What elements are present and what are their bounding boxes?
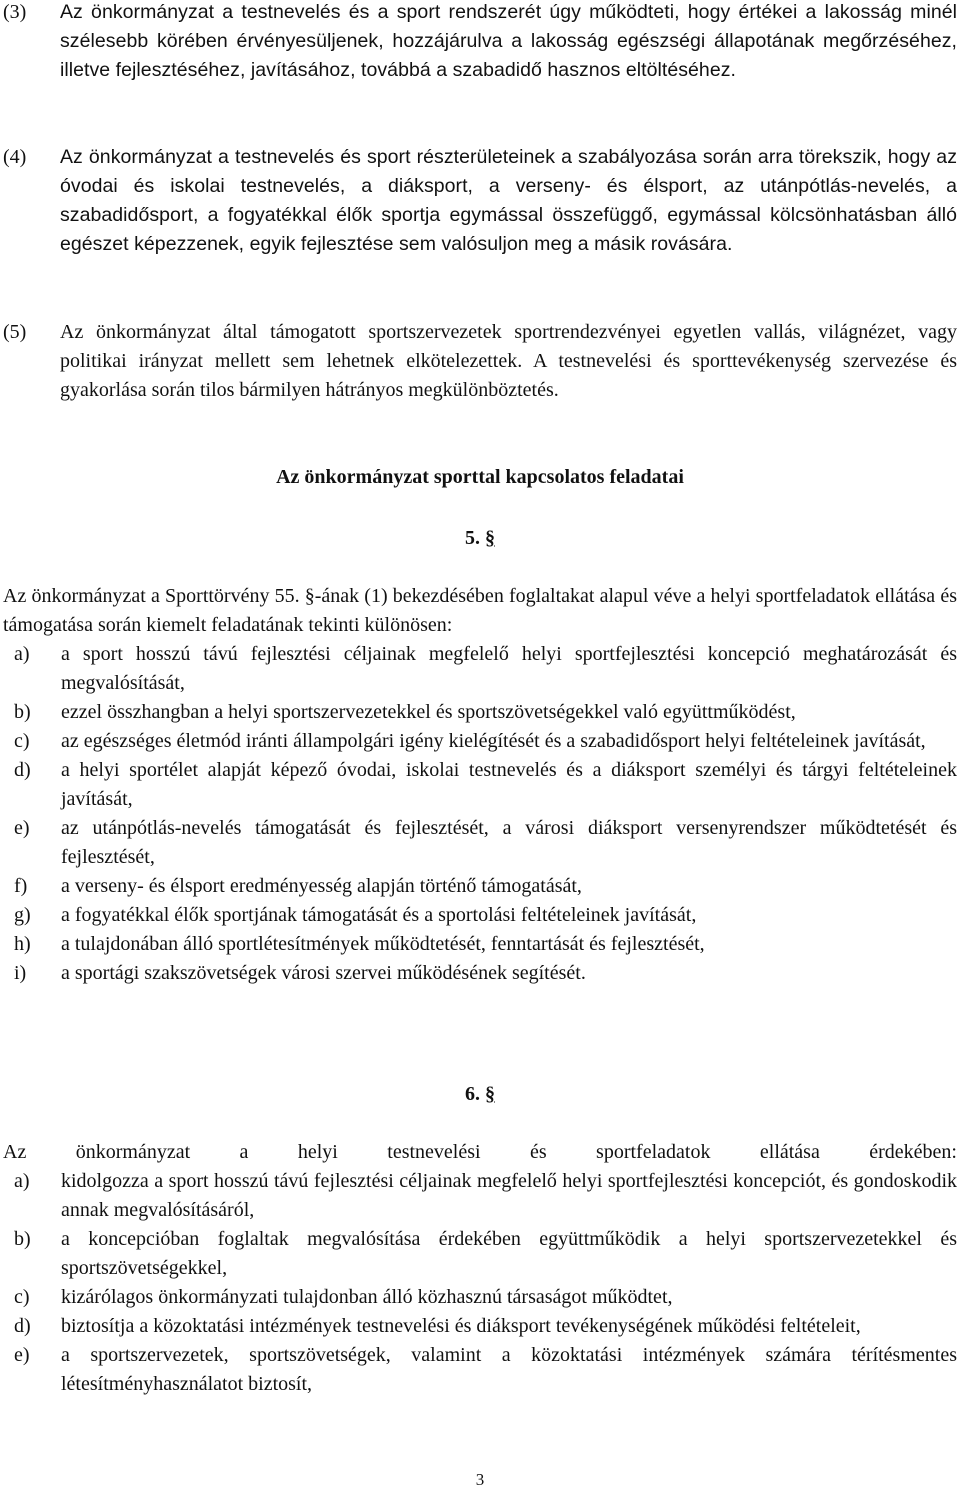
section-6-list — [0, 1167, 960, 1399]
list-item-label: b) — [14, 701, 31, 723]
section-sign: § — [485, 527, 495, 549]
section-number: 5. — [465, 527, 480, 549]
list-item-label: i) — [14, 962, 27, 984]
list-item-label: b) — [14, 1228, 31, 1250]
section-6-number — [0, 1080, 960, 1109]
list-item — [0, 1225, 960, 1283]
list-item-label: a) — [14, 643, 30, 665]
list-item-text: az egészséges életmód iránti állampolgári igény kielégítését és a szabadidősport helyi feltételeinek javítását, — [61, 730, 926, 752]
section-5-number — [0, 524, 960, 553]
list-item — [0, 959, 960, 988]
list-item-label: g) — [14, 904, 31, 926]
list-item — [0, 930, 960, 959]
paragraph-number: (5) — [3, 321, 27, 343]
paragraph-5 — [0, 318, 960, 405]
paragraph-text: Az önkormányzat a testnevelés és sport részterületeinek a szabályozása során arra törekszik, hogy az óvodai és iskolai testnevelés, a diáksport, a verseny- és élsport, az utánpótlás-nevelés, a szabadidősport, a fogyatékkal élők sportja egymással összefüggő, egymással kölcsönhatásban álló egészet képezzenek, egyik fejlesztése sem valósuljon meg a másik rovására. — [60, 146, 957, 255]
list-item — [0, 756, 960, 814]
list-item — [0, 1312, 960, 1341]
list-item-label: f) — [14, 875, 28, 897]
paragraph-3 — [0, 0, 960, 85]
list-item-text: biztosítja a közoktatási intézmények testnevelési és diáksport tevékenységének működési feltételeit, — [61, 1315, 861, 1337]
paragraph-text: Az önkormányzat által támogatott sportszervezetek sportrendezvényei egyetlen vallás, világnézet, vagy politikai irányzat mellett sem lehetnek elkötelezettek. A testnevelési és sporttevékenység szervezése és gyakorlása során tilos bármilyen hátrányos megkülönböztetés. — [60, 321, 957, 401]
paragraph-text: Az önkormányzat a testnevelés és a sport rendszerét úgy működteti, hogy értékei a lakosság minél szélesebb körében érvényesüljenek, hozzájárulva a lakosság egészségi állapotának megőrzéséhez, illetve fejlesztéséhez, javításához, továbbá a szabadidő hasznos eltöltéséhez. — [60, 1, 957, 81]
list-item-label: e) — [14, 817, 30, 839]
list-item-label: a) — [14, 1170, 30, 1192]
list-item-text: a koncepcióban foglaltak megvalósítása érdekében együttműködik a helyi sportszervezetekkel és sportszövetségekkel, — [61, 1228, 957, 1279]
section-6-intro: Az önkormányzat a helyi testnevelési és sportfeladatok ellátása érdekében: — [3, 1141, 957, 1163]
section-number: 6. — [465, 1083, 480, 1105]
paragraph-4 — [0, 143, 960, 259]
list-item-label: h) — [14, 933, 31, 955]
page-number: 3 — [475, 1470, 485, 1489]
list-item — [0, 872, 960, 901]
list-item — [0, 814, 960, 872]
list-item-text: az utánpótlás-nevelés támogatását és fejlesztését, a városi diáksport versenyrendszer működtetését és fejlesztését, — [61, 817, 957, 868]
section-5-list — [0, 640, 960, 988]
list-item — [0, 1167, 960, 1225]
paragraph-number: (4) — [3, 146, 27, 168]
list-item-text: kizárólagos önkormányzati tulajdonban álló közhasznú társaságot működtet, — [61, 1286, 673, 1308]
list-item-text: a tulajdonában álló sportlétesítmények működtetését, fenntartását és fejlesztését, — [61, 933, 705, 955]
list-item-label: c) — [14, 730, 30, 752]
list-item — [0, 1341, 960, 1399]
section-5-intro: Az önkormányzat a Sporttörvény 55. §-ának (1) bekezdésében foglaltakat alapul véve a helyi sportfeladatok ellátása és támogatása során kiemelt feladatának tekinti különösen: — [3, 585, 957, 636]
list-item — [0, 698, 960, 727]
section-sign: § — [485, 1083, 495, 1105]
list-item-text: a sportági szakszövetségek városi szervei működésének segítését. — [61, 962, 586, 984]
list-item-text: a helyi sportélet alapját képező óvodai, iskolai testnevelés és a diáksport személyi és tárgyi feltételeinek javítását, — [61, 759, 957, 810]
list-item-label: e) — [14, 1344, 30, 1366]
list-item-text: a verseny- és élsport eredményesség alapján történő támogatását, — [61, 875, 582, 897]
list-item — [0, 901, 960, 930]
list-item-text: ezzel összhangban a helyi sportszervezetekkel és sportszövetségekkel való együttműködést, — [61, 701, 796, 723]
list-item-label: d) — [14, 1315, 31, 1337]
list-item-label: c) — [14, 1286, 30, 1308]
list-item-text: a fogyatékkal élők sportjának támogatását és a sportolási feltételeinek javítását, — [61, 904, 697, 926]
list-item — [0, 640, 960, 698]
list-item — [0, 1283, 960, 1312]
list-item-text: a sportszervezetek, sportszövetségek, valamint a közoktatási intézmények számára térítésmentes létesítményhasználatot biztosít, — [61, 1344, 957, 1395]
section-heading: Az önkormányzat sporttal kapcsolatos feladatai — [276, 466, 684, 488]
paragraph-number: (3) — [3, 1, 27, 23]
list-item-text: kidolgozza a sport hosszú távú fejlesztési céljainak megfelelő helyi sportfejlesztési koncepciót, és gondoskodik annak megvalósításáról, — [61, 1170, 957, 1221]
list-item — [0, 727, 960, 756]
list-item-label: d) — [14, 759, 31, 781]
list-item-text: a sport hosszú távú fejlesztési céljainak megfelelő helyi sportfejlesztési koncepció meghatározását és megvalósítását, — [61, 643, 957, 694]
